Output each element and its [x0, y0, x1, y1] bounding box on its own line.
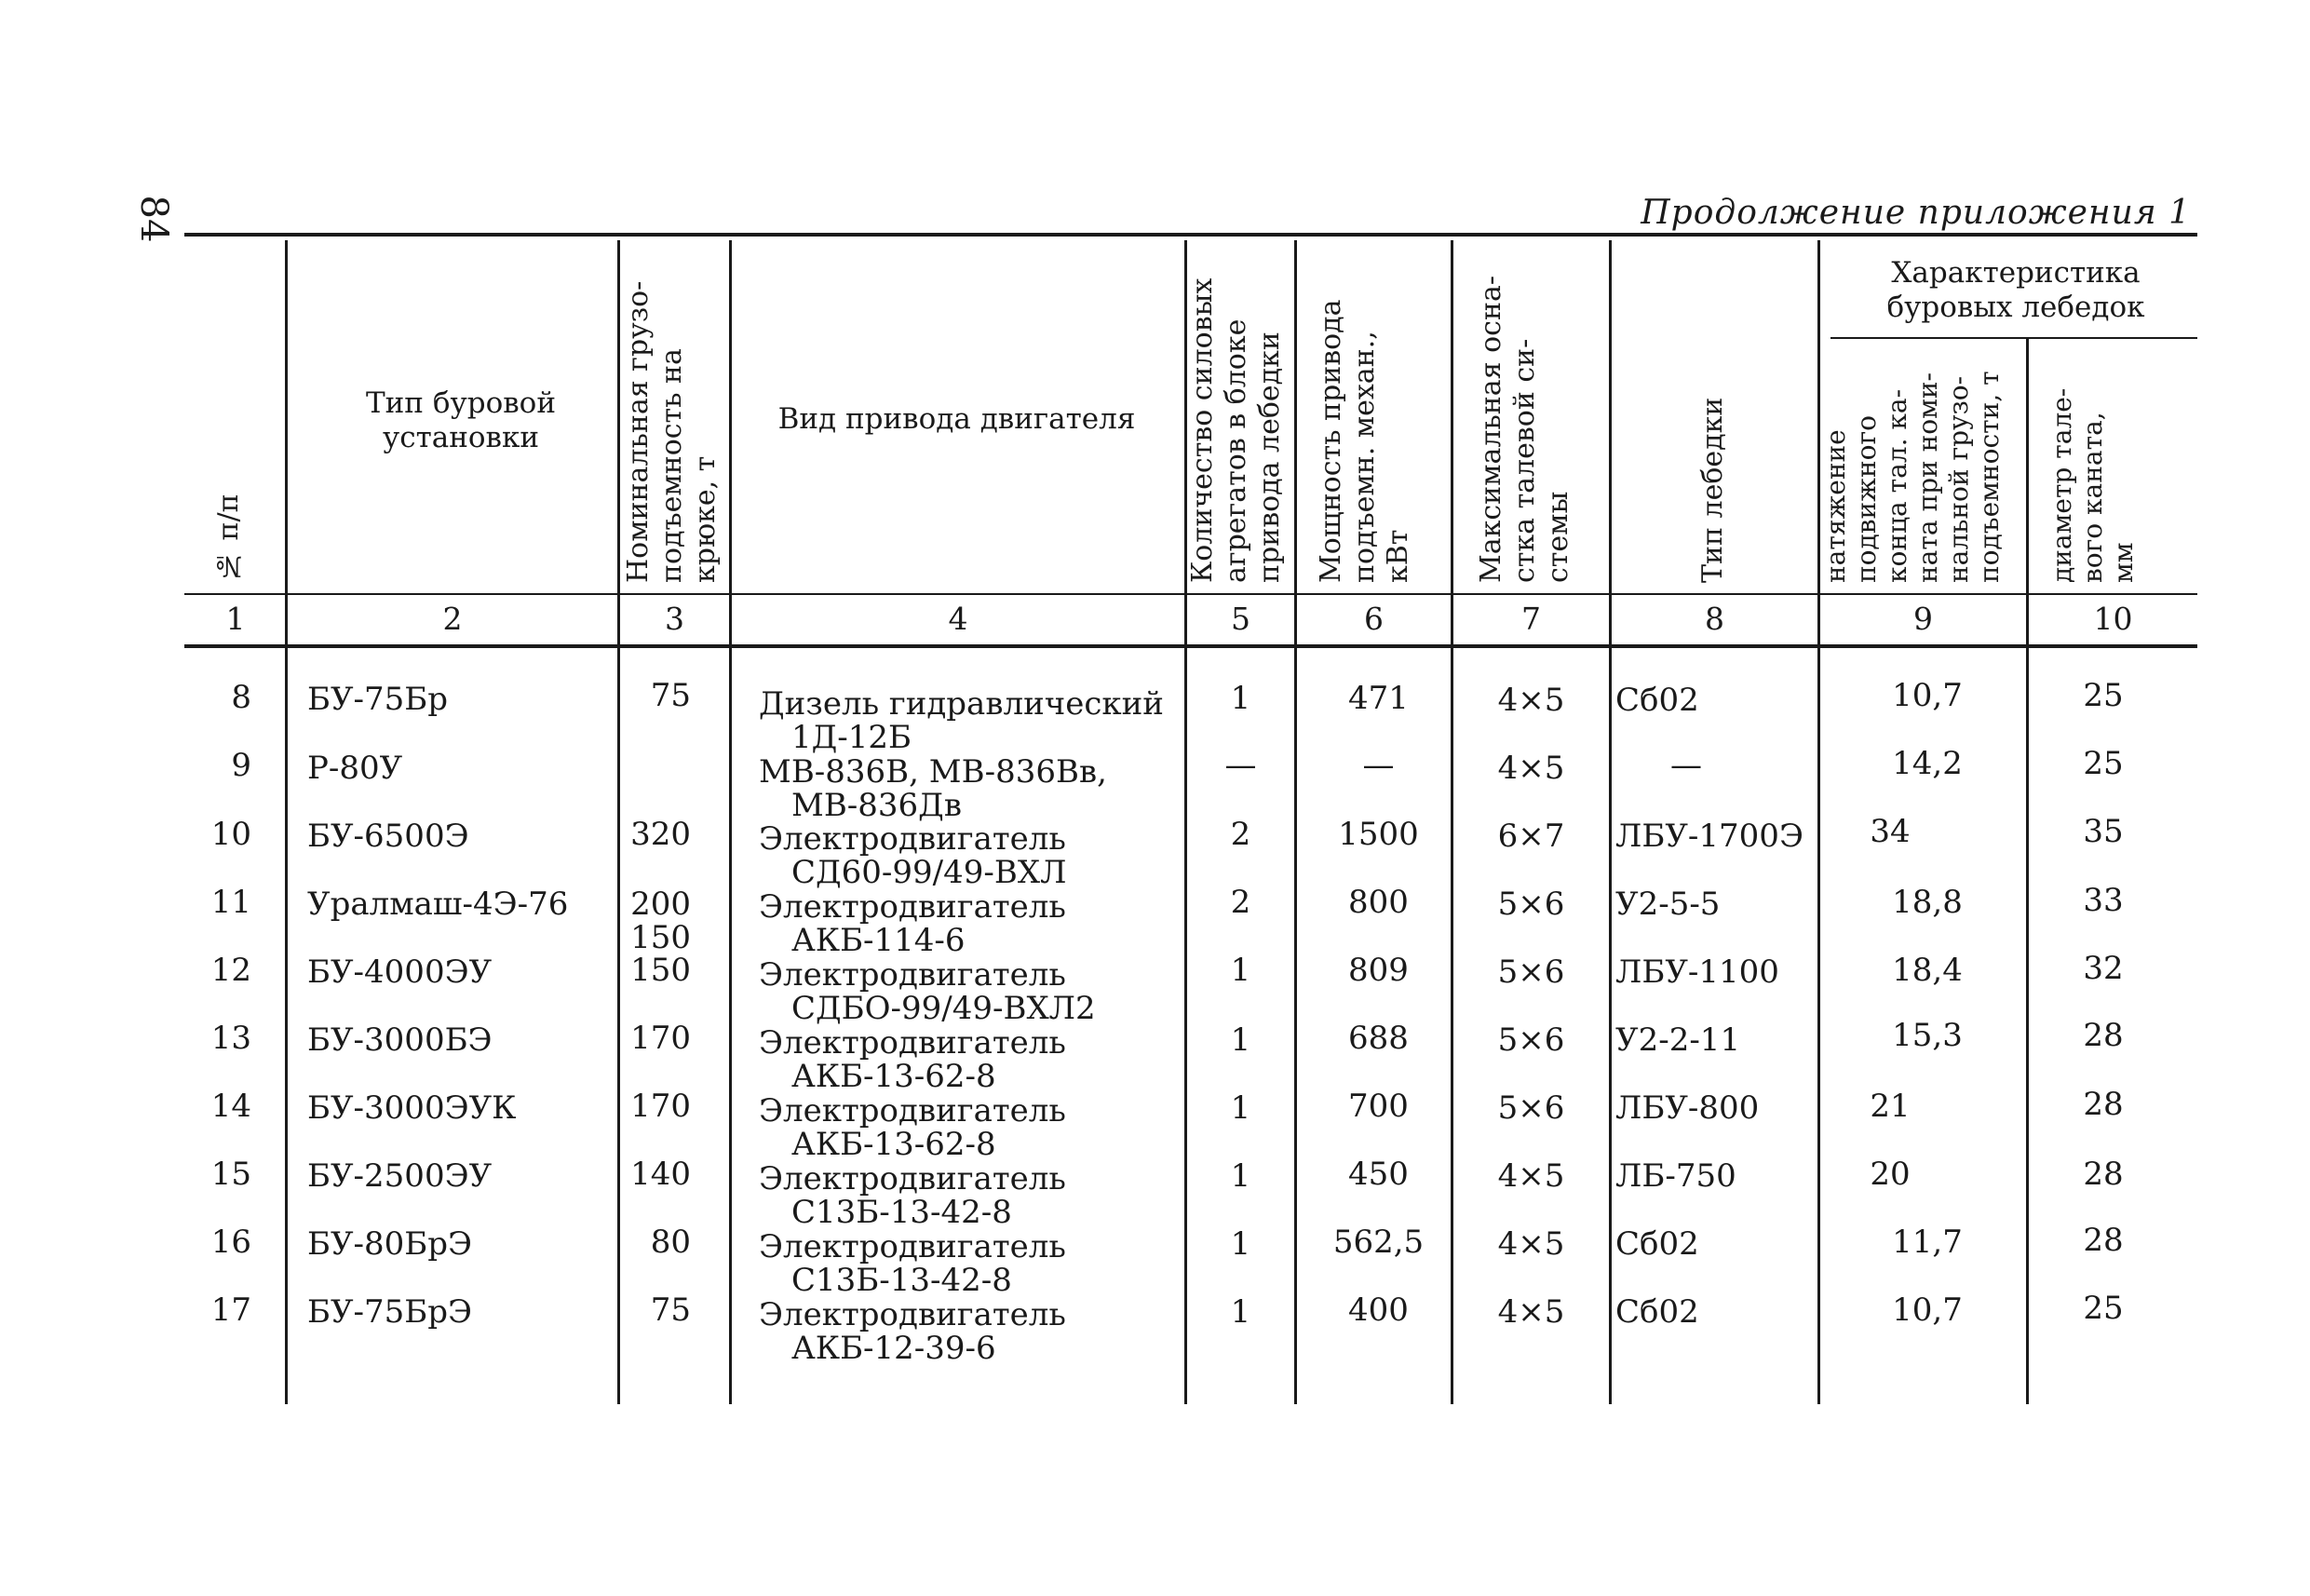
cell-tension: 15,3 [1892, 1017, 1963, 1054]
cell-number: 8 [231, 679, 251, 716]
cell-number: 10 [210, 816, 251, 853]
column-number: 5 [1231, 601, 1250, 637]
column-number: 4 [948, 601, 968, 637]
cell-drive-model: МВ-836Дв [791, 787, 962, 824]
cell-capacity-alt: 150 [630, 919, 691, 956]
table-top-rule [184, 233, 2197, 237]
cell-drive-model: АКБ-13-62-8 [791, 1058, 996, 1095]
cell-rig-type: Уралмаш-4Э-76 [307, 886, 569, 923]
cell-capacity: 75 [650, 677, 691, 714]
cell-capacity: 150 [630, 952, 691, 989]
cell-tension: 11,7 [1892, 1224, 1963, 1261]
cell-power: 800 [1348, 884, 1409, 921]
col-divider [729, 240, 732, 1404]
cell-tension: 14,2 [1892, 745, 1963, 782]
cell-capacity: 80 [650, 1224, 691, 1261]
cell-winch: ЛБ-750 [1615, 1157, 1736, 1195]
cell-rig-type: БУ-3000ЭУК [307, 1089, 517, 1127]
cell-tension: 10,7 [1892, 677, 1963, 714]
header-power-units: Количество силовых агрегатов в блоке привода лебедки [1186, 277, 1286, 583]
cell-capacity: 320 [630, 816, 691, 853]
cell-diameter: 28 [2083, 1222, 2124, 1259]
cell-rigging: 5×6 [1497, 954, 1565, 991]
cell-rig-type: БУ-6500Э [307, 818, 469, 855]
col-divider [617, 240, 620, 1404]
header-line-tension: натяжение подвижного конца тал. ка- ната при номи- нальной грузо- подъемности, т [1820, 371, 2005, 583]
cell-winch: ЛБУ-1100 [1615, 954, 1779, 991]
cell-number: 14 [210, 1088, 251, 1125]
cell-tension: 21 [1870, 1088, 1911, 1125]
cell-winch: — [1670, 747, 1702, 784]
cell-power: 809 [1348, 952, 1409, 989]
cell-rigging: 4×5 [1497, 682, 1565, 719]
column-number: 10 [2093, 601, 2133, 637]
cell-winch: Сб02 [1615, 1293, 1699, 1331]
cell-number: 15 [210, 1156, 251, 1193]
cell-rig-type: БУ-75Бр [307, 681, 449, 718]
cell-capacity: 140 [630, 1156, 691, 1193]
cell-rig-type: БУ-4000ЭУ [307, 954, 493, 991]
cell-diameter: 32 [2083, 950, 2124, 987]
cell-rigging: 4×5 [1497, 1225, 1565, 1263]
cell-diameter: 28 [2083, 1017, 2124, 1054]
column-number: 3 [665, 601, 684, 637]
cell-number: 16 [210, 1224, 251, 1261]
cell-units: 1 [1230, 1089, 1251, 1127]
column-number: 1 [225, 601, 246, 637]
header-bottom-rule [184, 593, 2197, 595]
cell-diameter: 28 [2083, 1086, 2124, 1123]
cell-drive: Электродвигатель [759, 1296, 1066, 1333]
cell-diameter: 35 [2083, 813, 2124, 850]
cell-number: 9 [231, 747, 251, 784]
cell-tension: 18,8 [1892, 884, 1963, 921]
cell-units: 1 [1230, 1157, 1251, 1195]
cell-winch: ЛБУ-1700Э [1615, 818, 1803, 855]
cell-drive: МВ-836В, МВ-836Вв, [759, 753, 1107, 791]
cell-winch: У2-2-11 [1615, 1021, 1741, 1059]
cell-units: 1 [1230, 1293, 1251, 1331]
header-rope-diameter: диаметр тале- вого каната, мм [2047, 387, 2139, 583]
group-header-rule [1830, 337, 2197, 339]
header-hook-capacity: Номинальная грузо- подъемность на крюке, т [622, 280, 722, 583]
cell-drive: Электродвигатель [759, 820, 1066, 858]
cell-diameter: 25 [2083, 677, 2124, 714]
cell-rig-type: БУ-3000БЭ [307, 1021, 493, 1059]
cell-drive-model: С13Б-13-42-8 [791, 1262, 1012, 1299]
cell-drive: Электродвигатель [759, 1228, 1066, 1265]
column-number: 6 [1364, 601, 1384, 637]
cell-diameter: 28 [2083, 1156, 2124, 1193]
page-subtitle: Продолжение приложения 1 [1641, 194, 2191, 232]
cell-winch: Сб02 [1615, 682, 1699, 719]
cell-power: 700 [1348, 1088, 1409, 1125]
cell-rig-type: Р-80У [307, 750, 403, 787]
cell-rigging: 5×6 [1497, 1021, 1565, 1059]
column-number: 7 [1521, 601, 1541, 637]
cell-tension: 18,4 [1892, 952, 1963, 989]
colnum-bottom-rule [184, 644, 2197, 648]
header-hoist-power: Мощность привода подъемн. механ., кВт [1315, 299, 1414, 583]
cell-drive: Электродвигатель [759, 1160, 1066, 1197]
header-winch-type: Тип лебедки [1696, 397, 1729, 583]
cell-number: 17 [210, 1292, 251, 1329]
cell-drive: Электродвигатель [759, 1092, 1066, 1129]
cell-power: 688 [1348, 1020, 1409, 1057]
cell-capacity: 170 [630, 1088, 691, 1125]
cell-tension: 34 [1870, 813, 1911, 850]
cell-units: — [1224, 747, 1257, 784]
cell-drive: Электродвигатель [759, 956, 1066, 994]
page-number: 84 [132, 195, 175, 243]
cell-rig-type: БУ-75БрЭ [307, 1293, 473, 1331]
cell-power: 1500 [1338, 816, 1419, 853]
cell-number: 13 [210, 1020, 251, 1057]
cell-rigging: 4×5 [1497, 750, 1565, 787]
cell-drive-model: С13Б-13-42-8 [791, 1194, 1012, 1231]
cell-units: 1 [1230, 1021, 1251, 1059]
cell-diameter: 25 [2083, 745, 2124, 782]
cell-power: 400 [1348, 1292, 1409, 1329]
cell-capacity: 75 [650, 1292, 691, 1329]
cell-units: 1 [1230, 952, 1251, 989]
cell-power: 562,5 [1332, 1224, 1425, 1261]
cell-winch: Сб02 [1615, 1225, 1699, 1263]
column-number: 8 [1705, 601, 1724, 637]
cell-capacity: 170 [630, 1020, 691, 1057]
cell-drive-model: АКБ-114-6 [791, 922, 966, 959]
cell-tension: 10,7 [1892, 1292, 1963, 1329]
cell-tension: 20 [1870, 1156, 1911, 1193]
cell-drive-model: АКБ-12-39-6 [791, 1330, 996, 1367]
cell-winch: У2-5-5 [1615, 886, 1721, 923]
cell-rigging: 4×5 [1497, 1157, 1565, 1195]
header-drive-type: Вид привода двигателя [777, 402, 1136, 436]
cell-rigging: 5×6 [1497, 1089, 1565, 1127]
cell-units: 2 [1230, 816, 1251, 853]
header-winch-characteristics: Характеристика буровых лебедок [1886, 256, 2145, 324]
col-divider [1609, 240, 1612, 1404]
cell-winch: ЛБУ-800 [1615, 1089, 1760, 1127]
cell-drive: Дизель гидравлический [759, 685, 1164, 723]
cell-rigging: 4×5 [1497, 1293, 1565, 1331]
cell-drive-model: СД60-99/49-ВХЛ [791, 854, 1067, 891]
header-rig-type: Тип буровой установки [365, 386, 557, 454]
cell-power: — [1362, 747, 1395, 784]
cell-drive: Электродвигатель [759, 888, 1066, 926]
cell-rig-type: БУ-80БрЭ [307, 1225, 473, 1263]
cell-drive-model: СДБО-99/49-ВХЛ2 [791, 990, 1096, 1027]
cell-number: 12 [210, 952, 251, 989]
header-max-rigging: Максимальная осна- стка талевой си- стемы [1475, 276, 1574, 583]
cell-drive-model: 1Д-12Б [791, 719, 912, 756]
col-divider [285, 240, 288, 1404]
cell-units: 1 [1230, 680, 1251, 717]
column-number: 2 [442, 601, 463, 637]
cell-capacity: 200 [630, 886, 691, 923]
cell-number: 11 [210, 884, 251, 921]
cell-diameter: 33 [2083, 882, 2124, 919]
cell-diameter: 25 [2083, 1290, 2124, 1327]
header-row-number: № п/п [212, 494, 245, 582]
cell-rigging: 5×6 [1497, 886, 1565, 923]
cell-drive: Электродвигатель [759, 1024, 1066, 1062]
cell-rigging: 6×7 [1497, 818, 1565, 855]
cell-rig-type: БУ-2500ЭУ [307, 1157, 493, 1195]
cell-units: 1 [1230, 1225, 1251, 1263]
cell-power: 471 [1348, 680, 1409, 717]
cell-units: 2 [1230, 884, 1251, 921]
cell-drive-model: АКБ-13-62-8 [791, 1126, 996, 1163]
column-number: 9 [1913, 601, 1933, 637]
cell-power: 450 [1348, 1156, 1409, 1193]
